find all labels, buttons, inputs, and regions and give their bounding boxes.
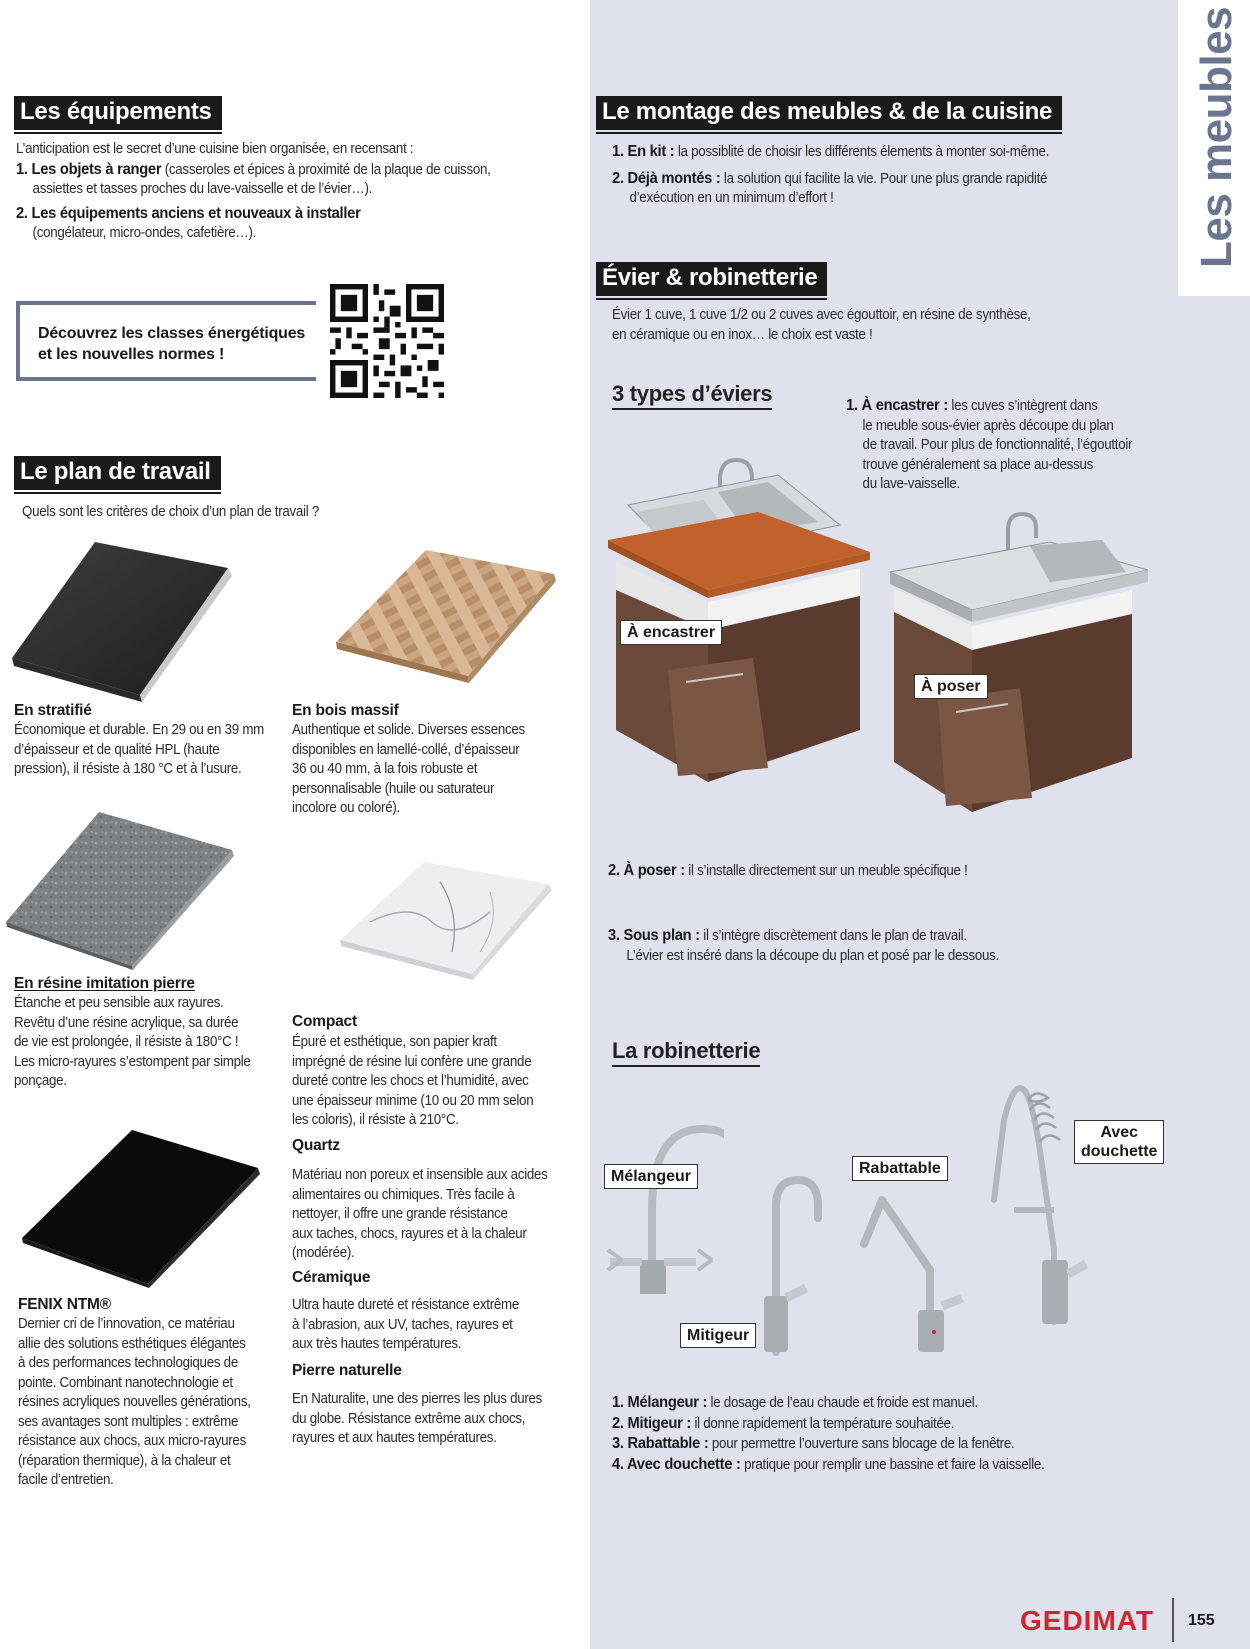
fenix-line: allie des solutions esthétiques élégantes <box>18 1335 246 1352</box>
resine-line: Revêtu d’une résine acrylique, sa durée <box>14 1014 239 1031</box>
type3-bold: 3. Sous plan : <box>608 927 700 944</box>
fenix-line: facile d’entretien. <box>18 1472 114 1488</box>
montage-title: Le montage des meubles & de la cuisine <box>596 96 1062 130</box>
faucet-douchette-image <box>984 1060 1104 1330</box>
quartz-line: nettoyer, il offre une grande résistance <box>292 1206 508 1222</box>
bois-line: personnalisable (huile ou saturateur <box>292 780 495 797</box>
equipements-item2-bold: 2. Les équipements anciens et nouveaux à installer <box>16 204 361 222</box>
qr-code-icon[interactable] <box>330 284 444 398</box>
ceramique-text <box>292 1296 519 1355</box>
compact-title: Compact <box>292 1013 357 1030</box>
resine-title: En résine imitation pierre <box>14 975 195 992</box>
bois-line: Authentique et solide. Diverses essences <box>292 722 525 738</box>
label-mitigeur: Mitigeur <box>680 1323 756 1348</box>
evier-text <box>612 306 1182 345</box>
fenix-line: ses avantages sont multiples : extrême <box>18 1413 239 1430</box>
label-rabattable: Rabattable <box>852 1156 948 1181</box>
type3-line: il s’intègre discrètement dans le plan de travail. <box>699 928 967 944</box>
compact-text <box>292 1033 533 1131</box>
fenix-line: à des performances technologiques de <box>18 1355 238 1371</box>
equipements-title: Les équipements <box>14 96 222 130</box>
quartz-text <box>292 1166 548 1264</box>
label-douchette-line: douchette <box>1081 1143 1158 1160</box>
montage-item1-bold: 1. En kit : <box>612 143 675 160</box>
evier-line: Évier 1 cuve, 1 cuve 1/2 ou 2 cuves avec égouttoir, en résine de synthèse, <box>612 307 1031 323</box>
fenix-line: pointe. Combinant nanotechnologie et <box>18 1374 233 1391</box>
page-number: 155 <box>1188 1612 1215 1629</box>
robinet-item-bold: 2. Mitigeur : <box>612 1414 692 1432</box>
robinet-item-text: il donne rapidement la température souhaitée. <box>691 1415 955 1432</box>
resine-line: Étanche et peu sensible aux rayures. <box>14 995 224 1011</box>
stratifie-line: Économique et durable. En 29 ou en 39 mm <box>14 722 265 738</box>
gedimat-logo: GEDIMAT <box>1020 1605 1155 1636</box>
type1-line: les cuves s’intègrent dans <box>947 398 1098 414</box>
equipements-intro: L’anticipation est le secret d’une cuisine bien organisée, en recensant : <box>16 141 414 157</box>
side-tab-label: Les meubles <box>1192 6 1241 268</box>
quartz-line: aux taches, chocs, rayures et à la chaleur <box>292 1225 527 1242</box>
faucet-rabattable-image <box>860 1190 980 1360</box>
type1-line: le meuble sous-évier après découpe du plan <box>862 417 1114 434</box>
section-side-tab <box>1178 0 1250 296</box>
plan-travail-intro: Quels sont les critères de choix d’un plan de travail ? <box>22 504 320 520</box>
fenix-line: Dernier cri de l’innovation, ce matériau <box>18 1316 235 1332</box>
energy-info-box[interactable] <box>16 301 316 381</box>
resine-line: Les micro-rayures s’estompent par simple <box>14 1053 251 1070</box>
fenix-worktop-image <box>20 1128 260 1288</box>
sink-poser-image <box>880 510 1148 820</box>
type1-line: du lave-vaisselle. <box>862 476 960 492</box>
label-melangeur: Mélangeur <box>604 1164 698 1189</box>
faucet-mitigeur-image <box>754 1176 824 1356</box>
pierre-line: En Naturalite, une des pierres les plus dures <box>292 1391 543 1407</box>
pierre-line: rayures et aux hautes températures. <box>292 1430 497 1446</box>
energy-line-2: et les nouvelles normes ! <box>38 346 225 363</box>
bois-title: En bois massif <box>292 702 399 719</box>
resine-worktop-image <box>4 810 234 970</box>
bois-line: incolore ou coloré). <box>292 800 400 816</box>
fenix-line: (réparation thermique), à la chaleur et <box>18 1452 231 1469</box>
robinet-item-bold: 4. Avec douchette : <box>612 1455 741 1473</box>
type1-line: trouve généralement sa place au-dessus <box>862 456 1094 473</box>
plan-travail-title: Le plan de travail <box>14 456 221 490</box>
evier-line: en céramique ou en inox… le choix est vaste ! <box>612 326 873 343</box>
quartz-title: Quartz <box>292 1137 340 1154</box>
montage-text <box>612 142 1182 209</box>
compact-line: les coloris), il résiste à 210°C. <box>292 1112 459 1128</box>
type1-text <box>846 396 1250 495</box>
bois-line: 36 ou 40 mm, à la fois robuste et <box>292 761 478 777</box>
ceramique-title: Céramique <box>292 1269 371 1286</box>
fenix-line: résistance aux chocs, aux micro-rayures <box>18 1433 246 1449</box>
resine-text <box>14 994 251 1092</box>
type3-line: L’évier est inséré dans la découpe du plan et posé par le dessous. <box>626 947 1000 964</box>
resine-line: de vie est prolongée, il résiste à 180°C ! <box>14 1034 239 1050</box>
equipements-item1-text: (casseroles et épices à proximité de la plaque de cuisson, <box>161 161 491 178</box>
type1-bold: 1. À encastrer : <box>846 397 948 414</box>
type2-line: il s’installe directement sur un meuble spécifique ! <box>684 863 968 879</box>
resine-line: ponçage. <box>14 1073 67 1089</box>
fenix-text <box>18 1315 251 1491</box>
robinet-item-bold: 3. Rabattable : <box>612 1435 709 1452</box>
evier-title: Évier & robinetterie <box>596 262 827 296</box>
quartz-line: alimentaires ou chimiques. Très facile à <box>292 1186 515 1203</box>
label-poser: À poser <box>914 674 988 699</box>
bois-line: disponibles en lamellé-collé, d’épaisseur <box>292 741 520 758</box>
quartz-line: Matériau non poreux et insensible aux acides <box>292 1167 548 1183</box>
robinet-item-text: pour permettre l’ouverture sans blocage de la fenêtre. <box>708 1436 1015 1452</box>
stratifie-text <box>14 721 264 780</box>
bois-text <box>292 721 525 819</box>
label-douchette <box>1074 1120 1164 1164</box>
robinet-item-text: le dosage de l’eau chaude et froide est manuel. <box>707 1395 978 1411</box>
pierre-line: du globe. Résistance extrême aux chocs, <box>292 1410 526 1427</box>
footer-divider <box>1172 1598 1174 1642</box>
type2-bold: 2. À poser : <box>608 862 685 879</box>
energy-line-1: Découvrez les classes énergétiques <box>38 325 306 342</box>
quartz-line: (modérée). <box>292 1245 355 1261</box>
equipements-text <box>16 140 586 244</box>
equipements-item1-bold: 1. Les objets à ranger <box>16 160 162 178</box>
type3-text <box>608 926 1178 966</box>
type2-text <box>608 861 1178 882</box>
stratifie-line: pression), il résiste à 180 °C et à l’usure. <box>14 761 242 777</box>
fenix-title: FENIX NTM® <box>18 1296 111 1313</box>
robinet-item-bold: 1. Mélangeur : <box>612 1394 708 1411</box>
robinet-item-text: pratique pour remplir une bassine et faire la vaisselle. <box>740 1456 1045 1473</box>
ceramique-line: aux très hautes températures. <box>292 1336 462 1352</box>
bois-worktop-image <box>336 550 556 686</box>
compact-line: Épuré et esthétique, son papier kraft <box>292 1034 497 1050</box>
montage-item2-bold: 2. Déjà montés : <box>612 169 721 187</box>
label-douchette-line: Avec <box>1100 1124 1139 1141</box>
montage-item2-text2: d’exécution en un minimum d’effort ! <box>629 190 834 206</box>
sink-encastrer-image <box>608 430 880 792</box>
pierre-text <box>292 1390 542 1449</box>
stratifie-title: En stratifié <box>14 702 92 719</box>
montage-item2-text: la solution qui facilite la vie. Pour une plus grande rapidité <box>720 170 1048 187</box>
robinetterie-title: La robinetterie <box>612 1038 760 1067</box>
equipements-item2-text: (congélateur, micro-ondes, cafetière…). <box>32 225 257 241</box>
label-encastrer: À encastrer <box>620 620 722 645</box>
compact-line: dureté contre les chocs et l’humidité, avec <box>292 1073 529 1089</box>
compact-line: une épaisseur minime (10 ou 20 mm selon <box>292 1092 534 1109</box>
type1-line: de travail. Pour plus de fonctionnalité, l’égouttoir <box>862 437 1133 453</box>
compact-worktop-image <box>340 862 552 982</box>
energy-info-text <box>38 323 305 365</box>
stratifie-line: d’épaisseur et de qualité HPL (haute <box>14 741 220 758</box>
equipements-item1-text2: assiettes et tasses proches du lave-vaisselle et de l’évier…). <box>32 181 373 197</box>
types-eviers-title: 3 types d’éviers <box>612 381 772 410</box>
montage-item1-text: la possiblité de choisir les différents élements à monter soi-même. <box>674 144 1050 160</box>
fenix-line: résines acryliques nouvelles générations, <box>18 1394 251 1410</box>
pierre-title: Pierre naturelle <box>292 1362 402 1379</box>
stratifie-worktop-image <box>10 540 232 702</box>
faucet-melangeur-image <box>604 1110 724 1310</box>
robinet-list <box>612 1393 1182 1475</box>
ceramique-line: à l’abrasion, aux UV, taches, rayures et <box>292 1316 513 1333</box>
compact-line: imprégné de résine lui confère une grande <box>292 1053 532 1070</box>
ceramique-line: Ultra haute dureté et résistance extrême <box>292 1297 519 1313</box>
